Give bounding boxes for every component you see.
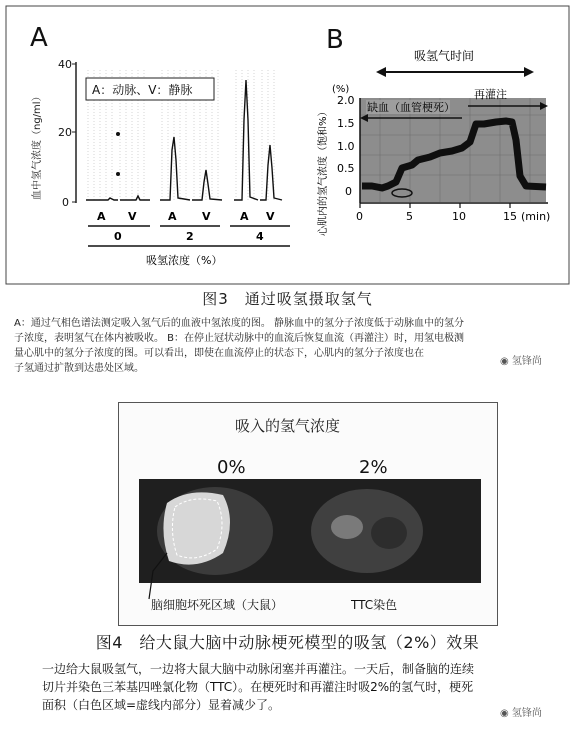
- panel-a-ytick: 0: [62, 196, 69, 209]
- panel-b-top-label: 吸氢气时间: [414, 49, 475, 63]
- figure-4-box: [118, 402, 498, 626]
- panel-b-ytick: 2.0: [337, 94, 355, 107]
- xgroup-label: 4: [256, 230, 264, 243]
- panel-b-xtick: 15: [503, 210, 517, 223]
- xsub-label: V: [266, 210, 275, 223]
- watermark-bottom: ◉ 氢锋尚: [500, 708, 542, 719]
- watermark-top: ◉ 氢锋尚: [500, 356, 542, 367]
- panel-b-letter: B: [326, 25, 344, 55]
- panel-b-ischemia-label: 缺血（血管梗死）: [367, 101, 455, 114]
- panel-b-reperfusion-label: 再灌注: [474, 88, 507, 101]
- panel-a-xlabel: 吸氢浓度（%）: [146, 254, 223, 267]
- panel-b-xunit: (min): [521, 210, 551, 223]
- panel-a-ylabel: 血中氢气浓度（ng/ml）: [32, 91, 43, 200]
- fig4-description-line: 切片并染色三苯基四唑氯化物（TTC）。在梗死时和再灌注时吸2%的氢气时，梗死: [42, 680, 474, 694]
- fig4-description-line: 一边给大鼠吸氢气，一边将大鼠大脑中动脉闭塞并再灌注。一天后，制备脑的连续: [42, 662, 475, 676]
- panel-b-yunit: (%): [332, 84, 350, 95]
- panel-a-ytick: 20: [58, 126, 72, 139]
- fig3-description-line: A：通过气相色谱法测定吸入氢气后的血液中氢浓度的图。 静脉血中的氢分子浓度低于动脉血中的氢分: [14, 318, 465, 329]
- xsub-label: V: [202, 210, 211, 223]
- fig3-description-line: 子氢通过扩散到达患处区域。: [14, 363, 144, 374]
- wechat-icon: ◉: [500, 708, 509, 719]
- xsub-label: V: [128, 210, 137, 223]
- fig4-annotation-right: TTC染色: [351, 598, 398, 612]
- panel-b-xtick: 10: [452, 210, 466, 223]
- xsub-label: A: [168, 210, 177, 223]
- panel-a-ytick: 40: [58, 58, 72, 71]
- panel-b-xtick: 0: [356, 210, 363, 223]
- fig4-label-2: 2%: [359, 457, 388, 478]
- panel-a-legend: A：动脉、V：静脉: [92, 83, 193, 97]
- figure-3: [0, 0, 575, 288]
- fig3-description-line: 量心肌中的氢分子浓度的图。可以看出，即使在血流停止的状态下，心肌内的氢分子浓度也在: [14, 348, 424, 359]
- panel-b-ylabel: 心肌内的氢气浓度（饱和%）: [318, 106, 329, 236]
- fig4-title: 吸入的氢气浓度: [235, 417, 341, 435]
- wechat-icon: ◉: [500, 356, 509, 367]
- fig4-description: [42, 660, 542, 714]
- panel-b-ytick: 1.5: [337, 117, 355, 130]
- fig4-annotation-left: 脑细胞坏死区域（大鼠）: [151, 598, 284, 612]
- fig4-description-line: 面积（白色区域=虚线内部分）显着减少了。: [42, 698, 281, 712]
- xsub-label: A: [97, 210, 106, 223]
- fig4-label-0: 0%: [217, 457, 246, 478]
- figure-4-caption: 图4 给大鼠大脑中动脉梗死模型的吸氢（2%）效果: [95, 633, 480, 652]
- panel-b-ytick: 0.5: [337, 162, 355, 175]
- panel-b-ytick: 0: [345, 185, 352, 198]
- panel-b-xtick: 5: [406, 210, 413, 223]
- xgroup-label: 0: [114, 230, 122, 243]
- fig3-description-line: 子浓度，表明氢气在体内被吸收。 B：在停止冠状动脉中的血流后恢复血流（再灌注）时，用氢电极测: [14, 333, 465, 344]
- xgroup-label: 2: [186, 230, 194, 243]
- panel-a-letter: A: [30, 23, 48, 53]
- panel-b-ytick: 1.0: [337, 140, 355, 153]
- xsub-label: A: [240, 210, 249, 223]
- figure-3-caption: 图3 通过吸氢摄取氢气: [202, 290, 373, 308]
- figure-4-image: [119, 403, 497, 625]
